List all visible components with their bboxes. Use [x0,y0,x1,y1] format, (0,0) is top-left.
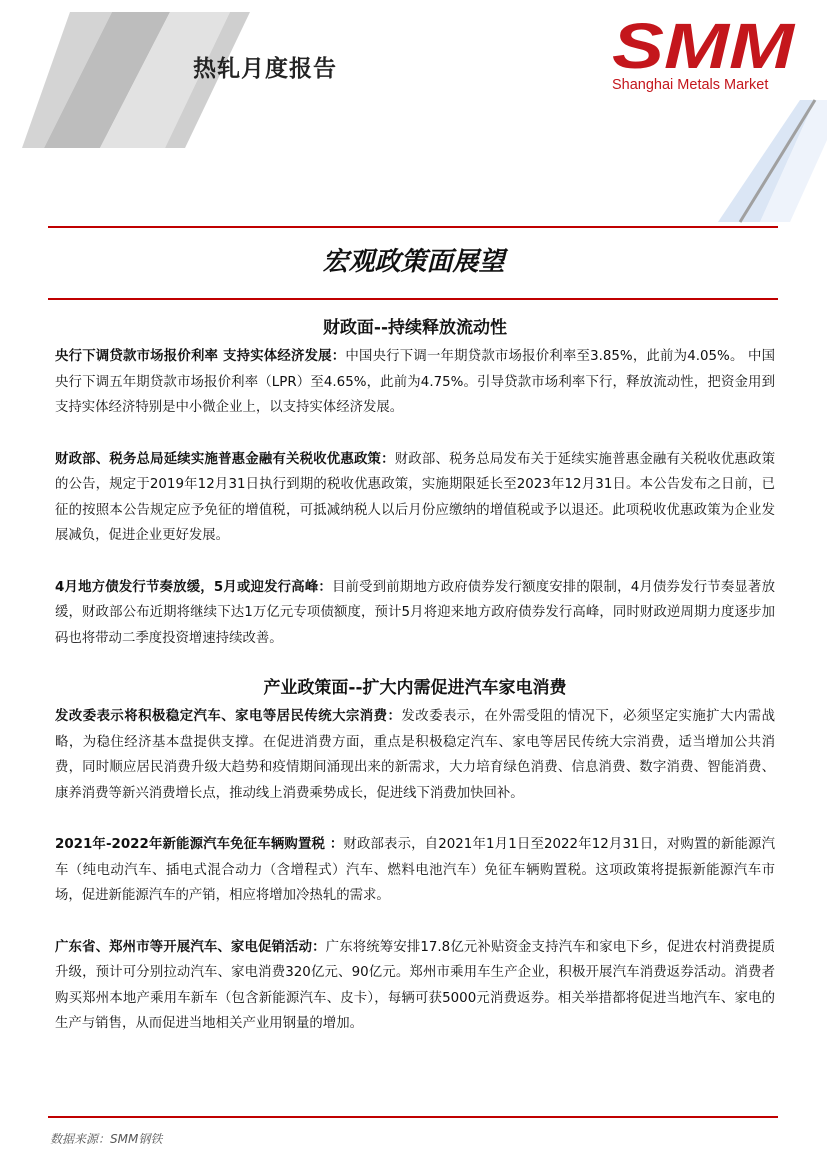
report-header [0,0,827,230]
paragraph-lead: 发改委表示将积极稳定汽车、家电等居民传统大宗消费： [55,709,402,724]
smm-logo [612,18,802,76]
paragraph-body: 中国央行下调一年期贷款市场报价利率至3.85%，此前为4.05%。 中国央行下调五年期贷款市场报价利率（LPR）至4.65%，此前为4.75%。引导贷款市场利率下行，释放流动性，把资金用到支持实体经济特别是中小微企业上，以支持实体经济发展。 [55,349,775,415]
content-body [55,313,775,1037]
paragraph-lead: 财政部、税务总局延续实施普惠金融有关税收优惠政策： [55,451,395,467]
data-source: 数据来源：SMM钢铁 [50,1132,163,1146]
paragraph [55,832,775,909]
paragraph-body: 目前受到前期地方政府债券发行额度安排的限制，4月债券发行节奏显著放缓，财政部公布近期将继续下达1万亿元专项债额度，预计5月将迎来地方政府债券发行高峰，同时财政逆周期力度逐步加码也将带动二季度投资增速持续改善。 [55,579,775,646]
title-top-rule [48,226,778,228]
title-bottom-rule [48,298,778,300]
paragraph [55,935,775,1037]
paragraph-body: 发改委表示，在外需受阻的情况下，必须坚定实施扩大内需战略，为稳住经济基本盘提供支撑。在促进消费方面，重点是积极稳定汽车、家电等居民传统大宗消费，适当增加公共消费，同时顺应居民消费升级大趋势和疫情期间涌现出来的新需求，大力培育绿色消费、信息消费、数字消费、智能消费、康养消费等新兴消费增长点，推动线上消费乘势成长，促进线下消费加快回补。 [55,709,775,801]
section-title: 产业政策面--扩大内需促进汽车家电消费 [263,678,567,698]
section-title: 财政面--持续释放流动性 [322,318,508,338]
smm-logo-text: SMM [612,18,797,76]
paragraph-body: 广东将统筹安排17.8亿元补贴资金支持汽车和家电下乡，促进农村消费提质升级，预计可分别拉动汽车、家电消费320亿元、90亿元。郑州市乘用车生产企业，积极开展汽车消费返券活动。消费者购买郑州本地产乘用车新车（包含新能源汽车、皮卡），每辆可获5000元消费返券。相关举措都将促进当地汽车、家电的生产与销售，从而促进当地相关产业用钢量的增加。 [55,939,775,1031]
paragraph-lead: 广东省、郑州市等开展汽车、家电促销活动： [55,939,326,955]
paragraph [55,447,775,549]
page-title: 宏观政策面展望 [322,247,505,277]
paragraph [55,575,775,652]
paragraph [55,704,775,806]
paragraph-body: 财政部表示，自2021年1月1日至2022年12月31日，对购置的新能源汽车（纯电动汽车、插电式混合动力（含增程式）汽车、燃料电池汽车）免征车辆购置税。这项政策将提振新能源汽车市场，促进新能源汽车的产销，相应将增加冷热轧的需求。 [55,837,775,903]
paragraph-lead: 2021年-2022年新能源汽车免征车辆购置税 ： [55,837,344,852]
footer-rule [48,1116,778,1118]
paragraph [55,344,775,421]
report-title: 热轧月度报告 [193,56,337,82]
paragraph-lead: 央行下调贷款市场报价利率 支持实体经济发展： [55,349,346,364]
paragraph-body: 财政部、税务总局发布关于延续实施普惠金融有关税收优惠政策的公告，规定于2019年12月31日执行到期的税收优惠政策，实施期限延长至2023年12月31日。本公告发布之日前，已征的按照本公告规定应予免征的增值税，可抵减纳税人以后月份应缴纳的增值税或予以退还。此项税收优惠政策为企业发展减负，促进企业更好发展。 [55,451,776,543]
paragraph-lead: 4月地方债发行节奏放缓，5月或迎发行高峰： [55,579,332,595]
logo-subtitle: Shanghai Metals Market [612,77,769,93]
